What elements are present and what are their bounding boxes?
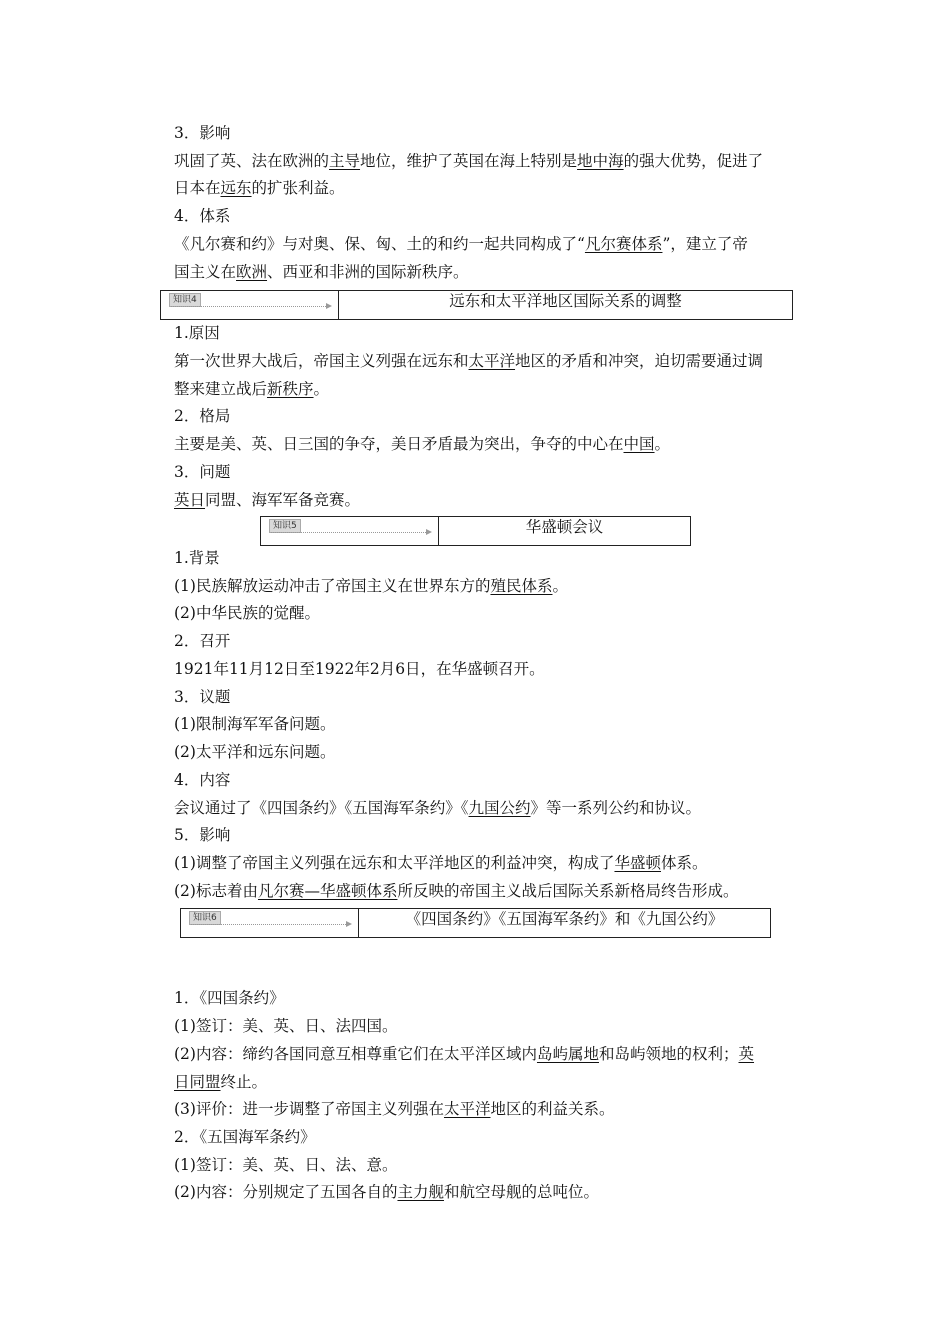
paragraph: 《凡尔赛和约》与对奥、保、匈、土的和约一起共同构成了“凡尔赛体系”，建立了帝 [174, 235, 748, 253]
paragraph: 日本在远东的扩张利益。 [174, 179, 345, 197]
arrow-icon [271, 532, 430, 533]
paragraph: 主要是美、英、日三国的争夺，美日矛盾最为突出，争夺的中心在中国。 [174, 435, 671, 453]
heading-impact: 5．影响 [174, 826, 231, 844]
paragraph: 整来建立战后新秩序。 [174, 380, 330, 398]
heading-influence: 3．影响 [174, 124, 231, 142]
arrow-icon [171, 306, 330, 307]
heading-cause: 1.原因 [174, 324, 220, 342]
list-item-continued: 日同盟终止。 [174, 1073, 268, 1091]
heading-problem: 3．问题 [174, 463, 231, 481]
list-item: (2)内容：分别规定了五国各自的主力舰和航空母舰的总吨位。 [174, 1183, 599, 1201]
heading-content: 4．内容 [174, 771, 231, 789]
arrow-icon [191, 924, 350, 925]
paragraph: 国主义在欧洲、西亚和非洲的国际新秩序。 [174, 263, 469, 281]
knowledge-tag [261, 517, 439, 545]
heading-five-power-treaty: 2．《五国海军条约》 [174, 1128, 316, 1146]
list-item: (1)签订：美、英、日、法四国。 [174, 1017, 398, 1035]
knowledge-tag-label: 知识4 [169, 293, 201, 307]
heading-four-power-treaty: 1．《四国条约》 [174, 989, 285, 1007]
list-item: (2)标志着由凡尔赛—华盛顿体系所反映的帝国主义战后国际关系新格局终告形成。 [174, 882, 739, 900]
list-item: (1)调整了帝国主义列强在远东和太平洋地区的利益冲突，构成了华盛顿体系。 [174, 854, 708, 872]
list-item: (2)太平洋和远东问题。 [174, 743, 336, 761]
knowledge-title: 华盛顿会议 [525, 518, 604, 536]
heading-agenda: 3．议题 [174, 688, 231, 706]
paragraph: 英日同盟、海军军备竞赛。 [174, 491, 361, 509]
knowledge-box-5 [260, 516, 691, 546]
paragraph: 巩固了英、法在欧洲的主导地位，维护了英国在海上特别是地中海的强大优势，促进了 [174, 152, 764, 170]
paragraph: 会议通过了《四国条约》《五国海军条约》《九国公约》等一系列公约和协议。 [174, 799, 702, 817]
heading-background: 1.背景 [174, 549, 220, 567]
knowledge-title: 《四国条约》《五国海军条约》和《九国公约》 [405, 910, 724, 928]
knowledge-title: 远东和太平洋地区国际关系的调整 [449, 292, 682, 310]
paragraph: 1921年11月12日至1922年2月6日，在华盛顿召开。 [174, 660, 545, 678]
list-item: (1)限制海军军备问题。 [174, 715, 336, 733]
list-item: (3)评价：进一步调整了帝国主义列强在太平洋地区的利益关系。 [174, 1100, 615, 1118]
knowledge-tag-label: 知识6 [189, 911, 221, 925]
knowledge-tag [161, 291, 339, 319]
list-item: (1)民族解放运动冲击了帝国主义在世界东方的殖民体系。 [174, 577, 568, 595]
knowledge-box-6 [180, 908, 771, 938]
knowledge-tag-label: 知识5 [269, 519, 301, 533]
list-item: (2)中华民族的觉醒。 [174, 604, 320, 622]
paragraph: 第一次世界大战后，帝国主义列强在远东和太平洋地区的矛盾和冲突，迫切需要通过调 [174, 352, 764, 370]
list-item: (2)内容：缔约各国同意互相尊重它们在太平洋区域内岛屿属地和岛屿领地的权利；英 [174, 1045, 755, 1063]
heading-system: 4．体系 [174, 207, 231, 225]
knowledge-tag [181, 909, 359, 937]
knowledge-box-4 [160, 290, 793, 320]
heading-convene: 2．召开 [174, 632, 231, 650]
heading-pattern: 2．格局 [174, 407, 231, 425]
list-item: (1)签订：美、英、日、法、意。 [174, 1156, 398, 1174]
